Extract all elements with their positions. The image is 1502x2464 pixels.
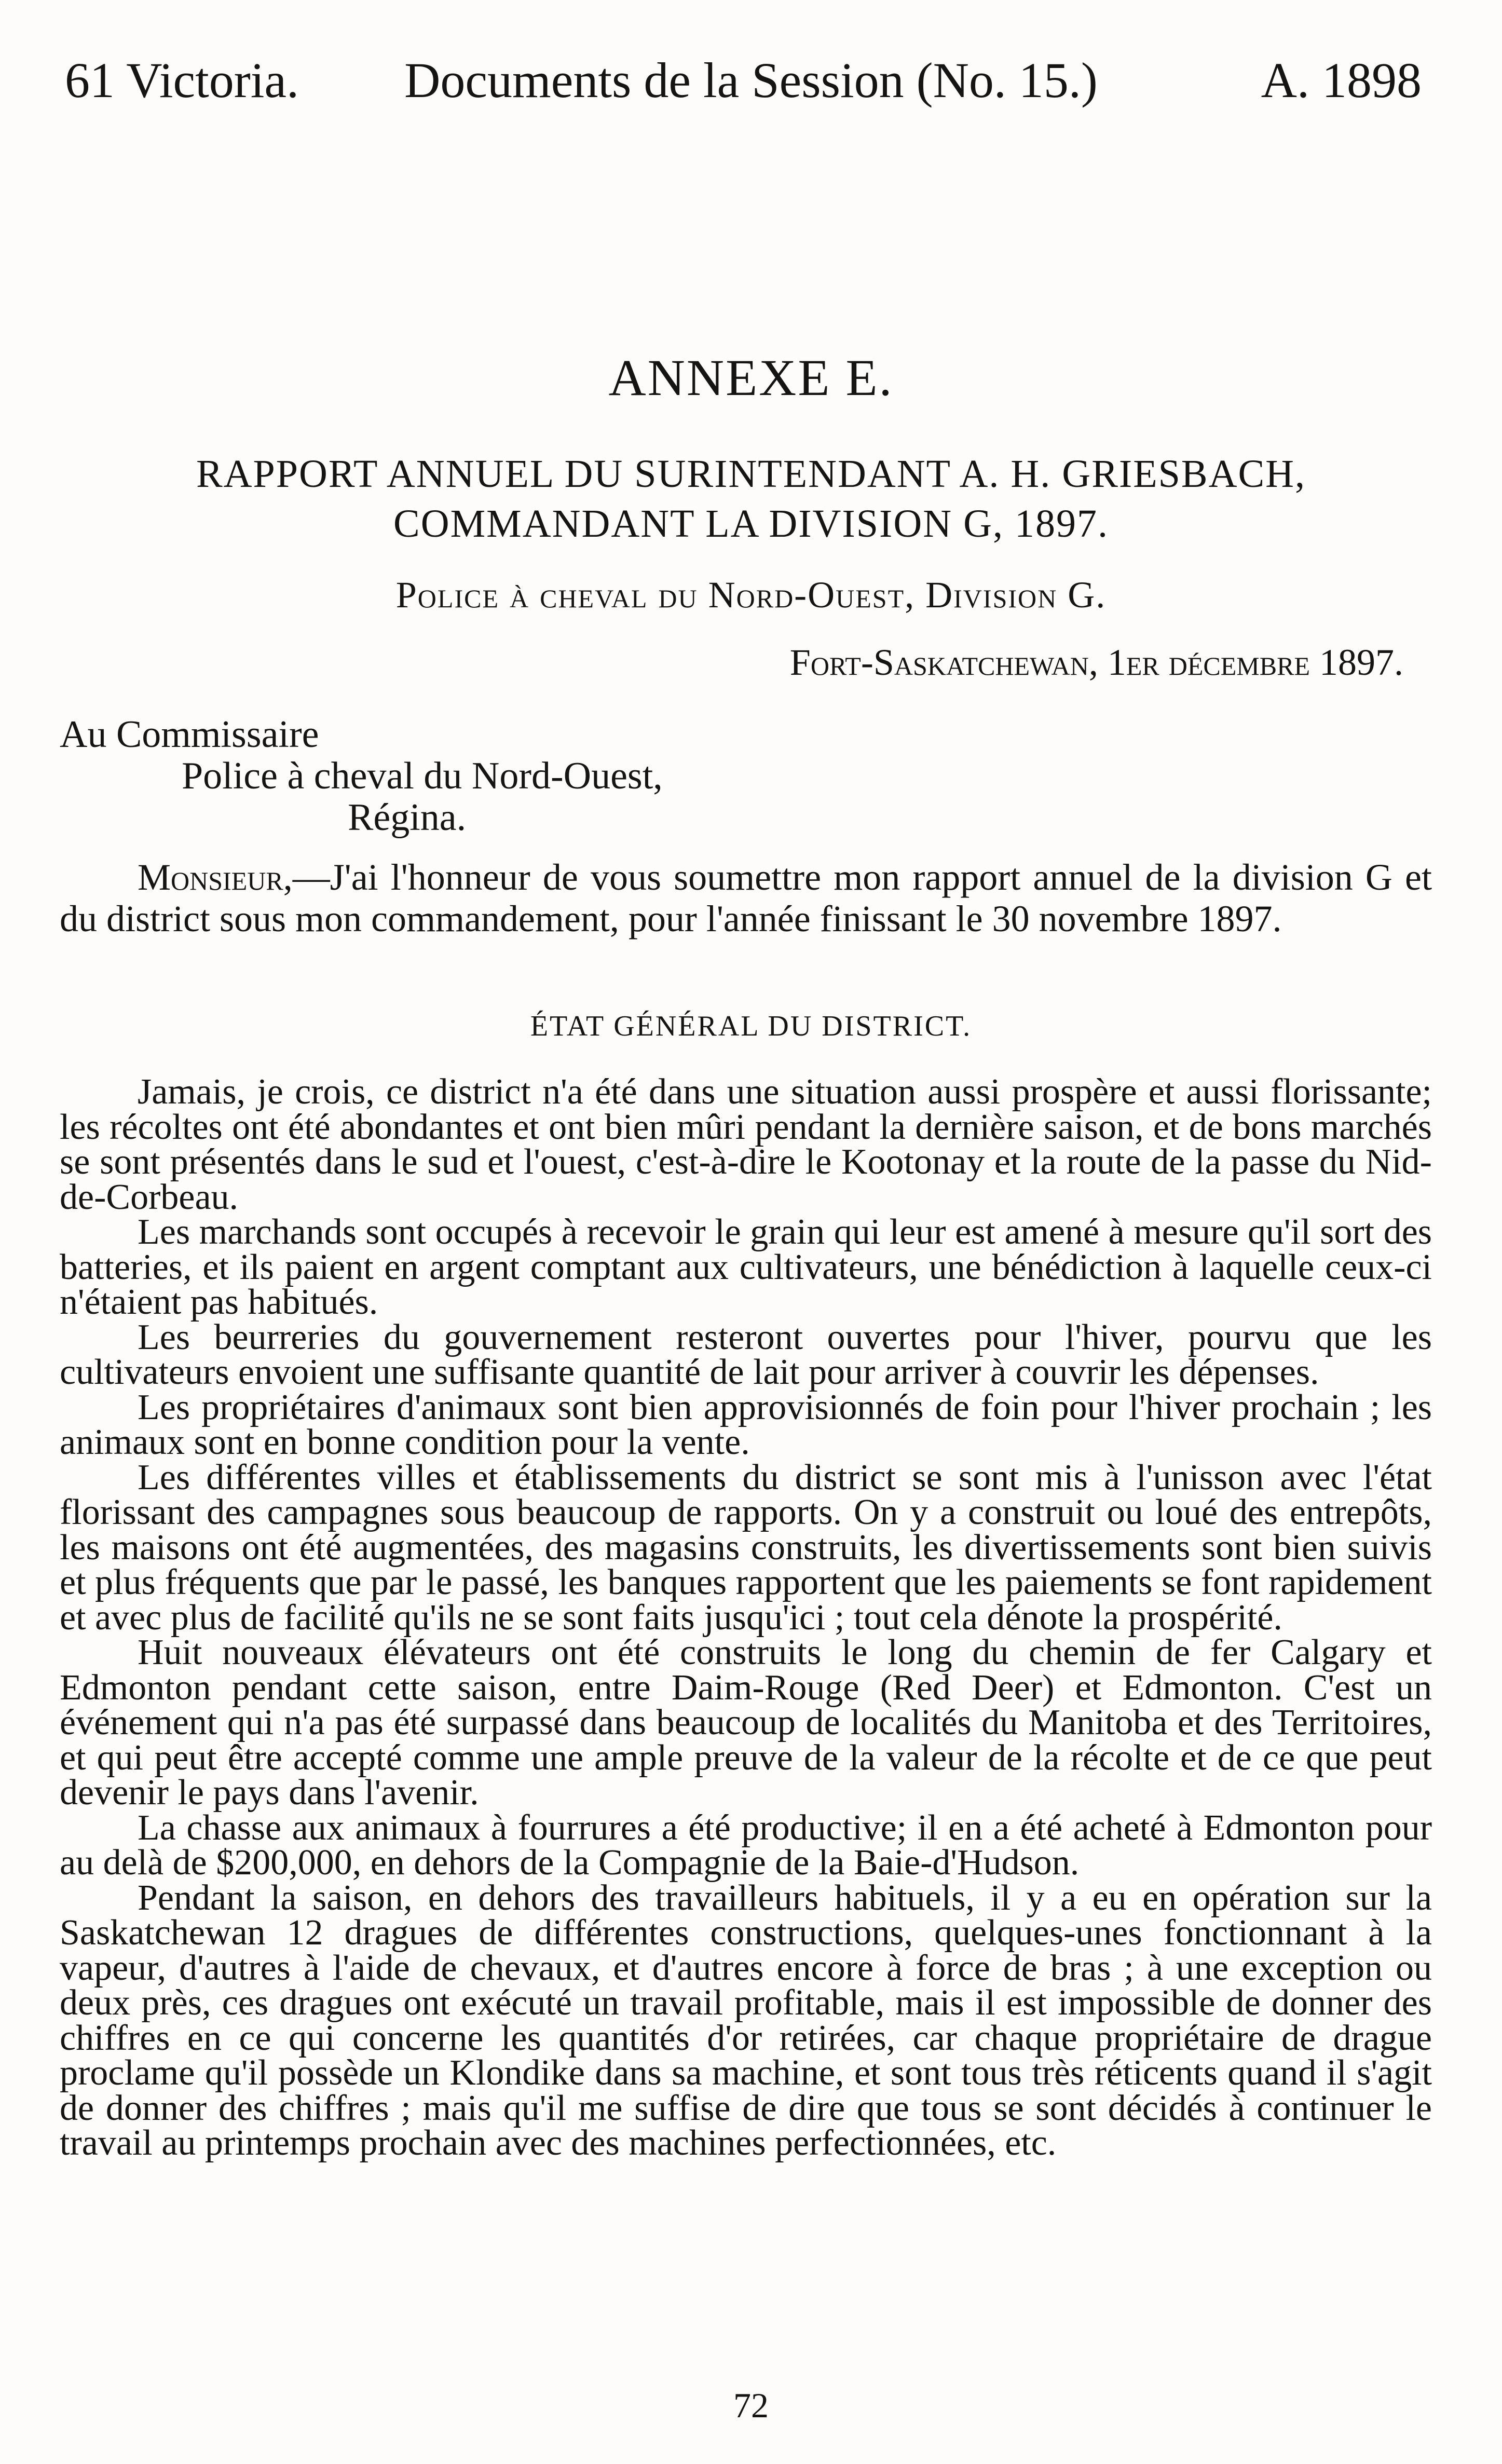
paragraph: Huit nouveaux élévateurs ont été construits le long du chemin de fer Calgary et Edmonton pendant cette saison, entre Daim-Rouge (Red Deer) et Edmonton. C'est un événement qui n'a pas été surpassé dans beaucoup de localités du Manitoba et des Territoires, et qui peut être accepté comme une ample preuve de la valeur de la récolte et de ce que peut devenir le pays dans l'avenir. <box>60 1632 1432 1813</box>
paragraph: Jamais, je crois, ce district n'a été dans une situation aussi prospère et aussi florissante; les récoltes ont été abondantes et ont bien mûri pendant la dernière saison, et de bons marchés se sont présentés dans le sud et l'ouest, c'est-à-dire le Kootonay et la route de la passe du Nid-de-Corbeau. <box>60 1072 1432 1217</box>
recipient-address <box>60 714 663 838</box>
place-date: Fort-Saskatchewan, 1er décembre 1897. <box>789 642 1403 683</box>
paragraph: Les différentes villes et établissements du district se sont mis à l'unisson avec l'état florissant des campagnes sous beaucoup de rapports. On y a construit ou loué des entrepôts, les maisons ont été augmentées, des magasins construits, les divertissements sont bien suivis et plus fréquents que par le passé, les banques rapportent que les paiements se font rapidement et avec plus de facilité qu'ils ne se sont faits jusqu'ici ; tout cela dénote la prospérité. <box>60 1457 1432 1638</box>
paragraph: La chasse aux animaux à fourrures a été productive; il en a été acheté à Edmonton pour au delà de $200,000, en dehors de la Compagnie de la Baie-d'Hudson. <box>60 1807 1432 1883</box>
running-header <box>65 49 1437 112</box>
report-subtitle: Police à cheval du Nord-Ouest, Division G. <box>395 574 1107 616</box>
page-number: 72 <box>733 2386 769 2425</box>
paragraph: Les propriétaires d'animaux sont bien approvisionnés de foin pour l'hiver prochain ; les animaux sont en bonne condition pour la vente. <box>60 1387 1432 1462</box>
header-year: A. 1898 <box>1261 52 1422 108</box>
address-line: Police à cheval du Nord-Ouest, <box>182 755 663 797</box>
header-volume: 61 Victoria. <box>65 52 299 108</box>
salutation-opening: Monsieur, <box>138 856 293 898</box>
address-line: Régina. <box>348 796 467 839</box>
address-line: Au Commissaire <box>60 713 319 756</box>
salutation-text: —J'ai l'honneur de vous soumettre mon rapport annuel de la division G et du district sous mon commandement, pour l'année finissant le 30 novembre 1897. <box>60 856 1432 940</box>
paragraph: Pendant la saison, en dehors des travailleurs habituels, il y a eu en opération sur la Saskatchewan 12 dragues de différentes constructions, quelques-unes fonctionnant à la vapeur, d'autres à l'aide de chevaux, et d'autres encore à force de bras ; à une exception ou deux près, ces dragues ont exécuté un travail profitable, mais il est impossible de donner des chiffres en ce qui concerne les quantités d'or retirées, car chaque propriétaire de drague proclame qu'il possède un Klondike dans sa machine, et sont tous très réticents quand il s'agit de donner des chiffres ; mais qu'il me suffise de dire que tous se sont décidés à continuer le travail au printemps prochain avec des machines perfectionnées, etc. <box>60 1877 1432 2163</box>
section-heading: ÉTAT GÉNÉRAL DU DISTRICT. <box>530 1010 972 1042</box>
header-session: Documents de la Session (No. 15.) <box>404 52 1098 108</box>
paragraph: Les beurreries du gouvernement resteront ouvertes pour l'hiver, pourvu que les cultivateurs envoient une suffisante quantité de lait pour arriver à couvrir les dépenses. <box>60 1317 1432 1392</box>
report-title: RAPPORT ANNUEL DU SURINTENDANT A. H. GRIESBACH, COMMANDANT LA DIVISION G, 1897. <box>196 452 1306 546</box>
body-text <box>60 1074 1432 2161</box>
salutation-paragraph <box>60 856 1432 940</box>
annexe-heading: ANNEXE E. <box>608 349 894 406</box>
paragraph: Les marchands sont occupés à recevoir le grain qui leur est amené à mesure qu'il sort des batteries, et ils paient en argent comptant aux cultivateurs, une bénédiction à laquelle ceux-ci n'étaient pas habitués. <box>60 1212 1432 1322</box>
